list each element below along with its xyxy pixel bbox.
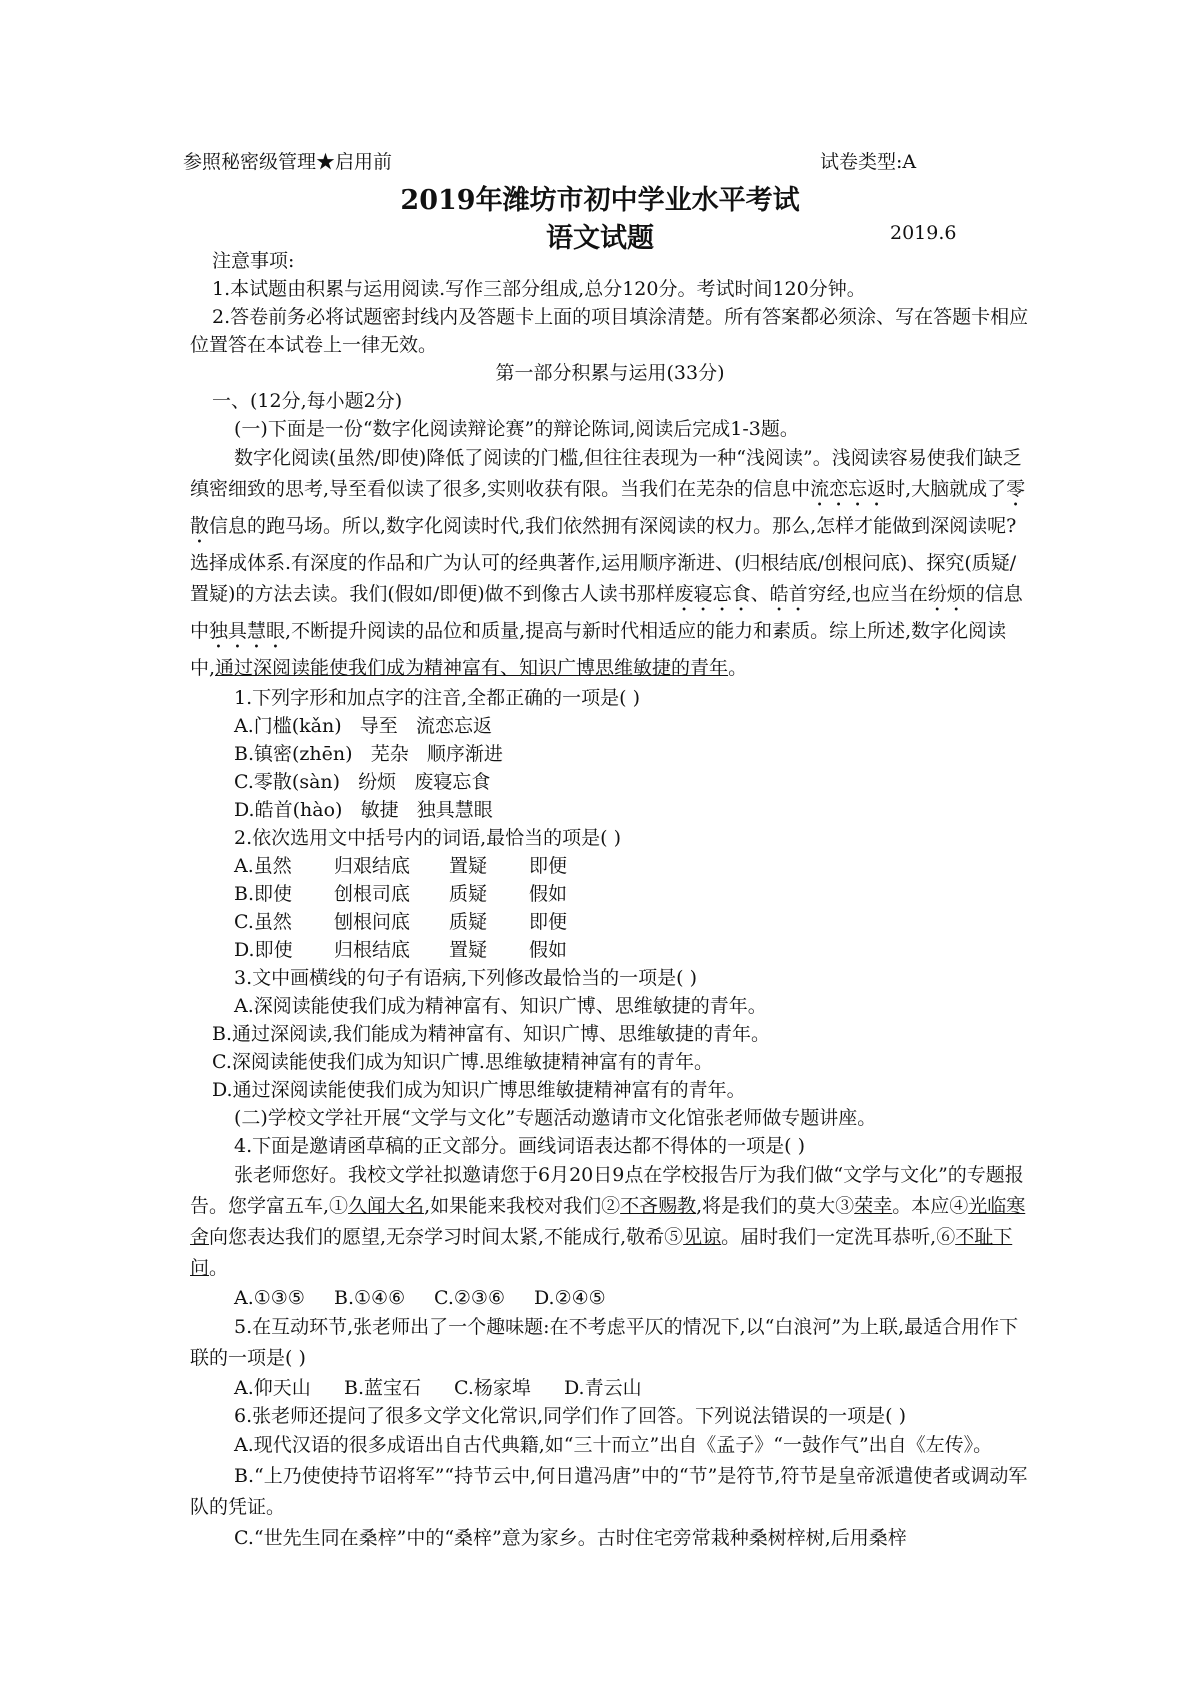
q2-option-c: C.虽然 刨根问底 质疑 即便 (234, 911, 568, 933)
q4-stem: 4.下面是邀请函草稿的正文部分。画线词语表达都不得体的一项是( ) (234, 1135, 805, 1157)
q2-option-b: B.即使 创根司底 质疑 假如 (234, 883, 568, 905)
notice-item-1: 1.本试题由积累与运用阅读.写作三部分组成,总分120分。考试时间120分钟。 (212, 278, 866, 300)
reading-passage: 数字化阅读(虽然/即使)降低了阅读的门槛,但往往表现为一种“浅阅读”。浅阅读容易使我们缺乏缜密细致的思考,导至看似读了很多,实则收获有限。当我们在芜杂的信息中流恋忘返时,大脑就成了零散信息的跑马场。所以,数字化阅读时代,我们依然拥有深阅读的权力。那么,怎样才能做到深阅读呢?选择成体系.有深度的作品和广为认可的经典著作,运用顺序渐进、(归根结底/创根问底)、探究(质疑/置疑)的方法去读。我们(假如/即便)做不到像古人读书那样废寝忘食、皓首穷经,也应当在纷烦的信息中独具慧眼,不断提升阅读的品位和质量,提高与新时代相适应的能力和素质。综上所述,数字化阅读中,通过深阅读能使我们成为精神富有、知识广博思维敏捷的青年。 (190, 447, 1026, 679)
q5-options: A.仰天山 B.蓝宝石 C.杨家埠 D.青云山 (234, 1377, 642, 1399)
q2-stem: 2.依次选用文中括号内的词语,最恰当的项是( ) (234, 827, 622, 849)
q1-stem: 1.下列字形和加点字的注音,全都正确的一项是( ) (234, 687, 641, 709)
q6-stem: 6.张老师还提问了很多文学文化常识,同学们作了回答。下列说法错误的一项是( ) (234, 1405, 907, 1427)
secrecy-label: 参照秘密级管理★启用前 (183, 151, 393, 173)
q2-option-d: D.即使 归根结底 置疑 假如 (234, 939, 568, 961)
part1-heading: 第一部分积累与运用(33分) (495, 362, 725, 384)
q6-option-c: C.“世先生同在桑梓”中的“桑梓”意为家乡。古时住宅旁常栽种桑树梓树,后用桑梓 (234, 1527, 907, 1549)
notice-heading: 注意事项: (212, 250, 295, 272)
notice-item-2-text: 2.答卷前务必将试题密封线内及答题卡上面的项目填涂清楚。所有答案都必须涂、写在答题卡相应位置答在本试卷上一律无效。 (190, 306, 1029, 356)
q1-option-d: D.皓首(hào) 敏捷 独具慧眼 (234, 799, 493, 821)
underlined-sentence: 通过深阅读能使我们成为精神富有、知识广博思维敏捷的青年 (215, 657, 729, 679)
exam-subtitle: 语文试题 (546, 223, 654, 254)
q1-option-b: B.镇密(zhēn) 芜杂 顺序渐进 (234, 743, 503, 765)
q3-stem: 3.文中画横线的句子有语病,下列修改最恰当的一项是( ) (234, 967, 698, 989)
group2-intro: (二)学校文学社开展“文学与文化”专题活动邀请市文化馆张老师做专题讲座。 (234, 1107, 877, 1129)
notice-item-2 (190, 303, 1030, 359)
group1-intro: (一)下面是一份“数字化阅读辩论赛”的辩论陈词,阅读后完成1-3题。 (234, 418, 799, 440)
exam-title: 2019年潍坊市初中学业水平考试 (400, 185, 800, 216)
q5-stem: 5.在互动环节,张老师出了一个趣味题:在不考虑平仄的情况下,以“白浪河”为上联,最适合用作下联的一项是( ) (190, 1316, 1019, 1369)
section1-heading: 一、(12分,每小题2分) (212, 390, 403, 412)
q3-option-a: A.深阅读能使我们成为精神富有、知识广博、思维敏捷的青年。 (234, 995, 767, 1017)
q3-option-d: D.通过深阅读能使我们成为知识广博思维敏捷精神富有的青年。 (212, 1079, 746, 1101)
q4-options: A.①③⑤ B.①④⑥ C.②③⑥ D.②④⑤ (234, 1287, 606, 1309)
paper-type-label: 试卷类型:A (820, 151, 917, 173)
q1-option-c: C.零散(sàn) 纷烦 废寝忘食 (234, 771, 491, 793)
q6-option-a: A.现代汉语的很多成语出自古代典籍,如“三十而立”出自《孟子》“一鼓作气”出自《左传》。 (234, 1434, 993, 1456)
exam-date: 2019.6 (890, 222, 957, 244)
q4-letter: 张老师您好。我校文学社拟邀请您于6月20日9点在学校报告厅为我们做“文学与文化”的专题报告。您学富五车,①久闻大名,如果能来我校对我们②不吝赐教,将是我们的莫大③荣幸。本应④光临寒舍向您表达我们的愿望,无奈学习时间太紧,不能成行,敬希⑤见谅。届时我们一定洗耳恭听,⑥不耻下问。 (190, 1164, 1026, 1279)
q2-option-a: A.虽然 归艰结底 置疑 即便 (234, 855, 568, 877)
q6-option-b: B.“上乃使使持节诏将军”“持节云中,何日遣冯唐”中的“节”是符节,符节是皇帝派遣使者或调动军队的凭证。 (190, 1465, 1028, 1518)
q3-option-b: B.通过深阅读,我们能成为精神富有、知识广博、思维敏捷的青年。 (212, 1023, 771, 1045)
exam-body (190, 247, 1030, 1554)
q3-option-c: C.深阅读能使我们成为知识广博.思维敏捷精神富有的青年。 (212, 1051, 713, 1073)
q1-option-a: A.门槛(kǎn) 导至 流恋忘返 (234, 715, 492, 737)
